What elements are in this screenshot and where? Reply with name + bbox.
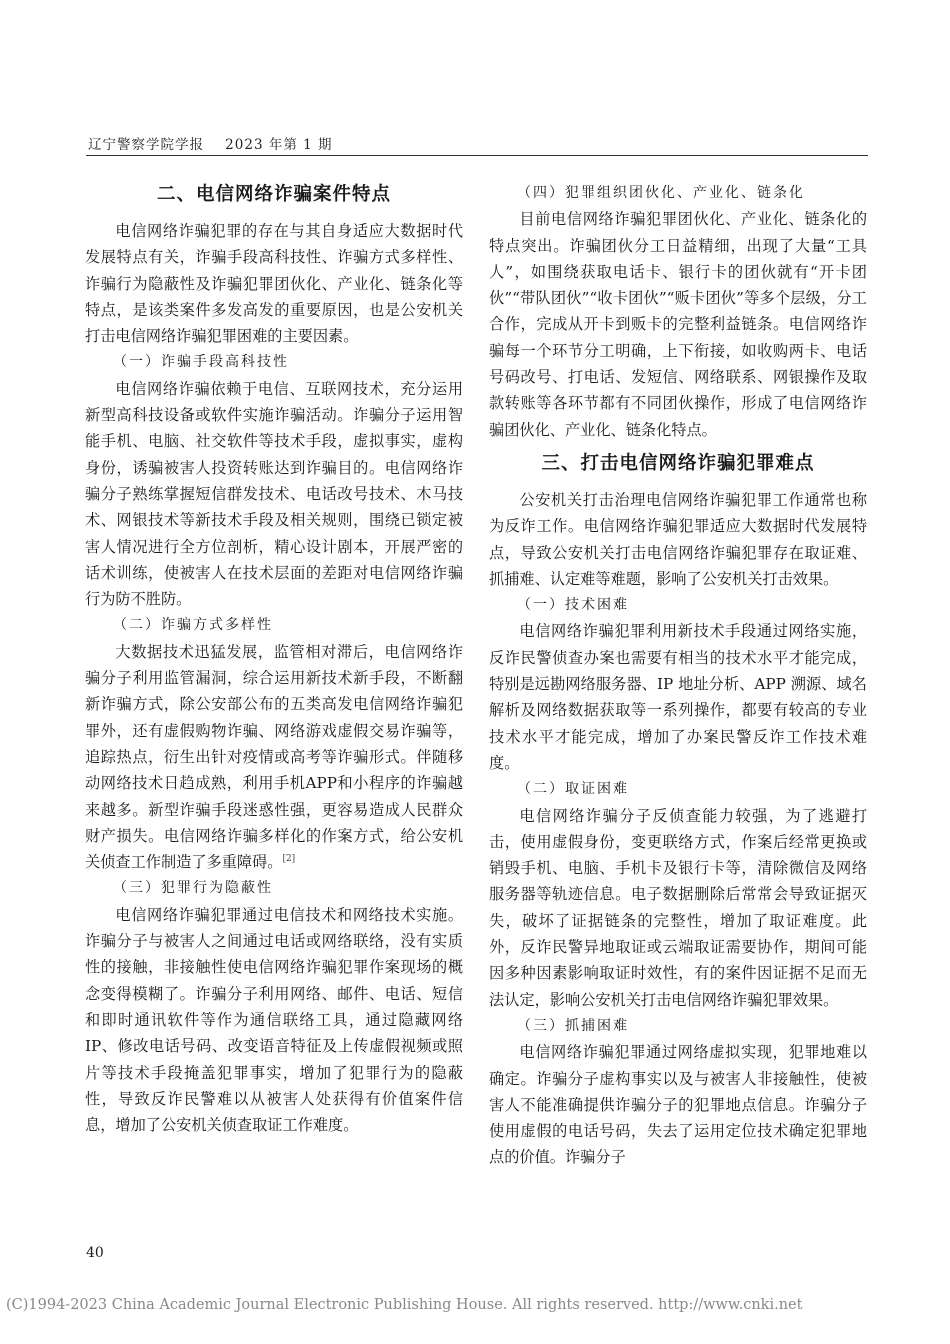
subsection-1-text: 电信网络诈骗依赖于电信、互联网技术，充分运用新型高科技设备或软件实施诈骗活动。诈骗分子运用智能手机、电脑、社交软件等技术手段，虚拟事实，虚构身份，诱骗被害人投资转账达到诈骗目的。电信网络诈骗分子熟练掌握短信群发技术、电话改号技术、木马技术、网银技术等新技术手段及相关规则，围绕已锁定被害人情况进行全方位剖析，精心设计剧本，开展严密的话术训练，使被害人在技术层面的差距对电信网络诈骗行为防不胜防。 (85, 379, 463, 609)
section-3-title: 三、打击电信网络诈骗犯罪难点 (541, 452, 815, 474)
running-head (88, 133, 333, 153)
left-column (85, 180, 463, 1138)
subsection-c-text: 电信网络诈骗犯罪通过网络虚拟实现，犯罪地难以确定。诈骗分子虚构事实以及与被害人非接触性，使被害人不能准确提供诈骗分子的犯罪地点信息。诈骗分子使用虚假的电话号码，失去了运用定位技术确定犯罪地点的价值。诈骗分子 (489, 1043, 867, 1167)
journal-name: 辽宁警察学院学报 (88, 137, 204, 153)
subsection-4-text: 目前电信网络诈骗犯罪团伙化、产业化、链条化的特点突出。诈骗团伙分工日益精细，出现了大量“工具人”，如围绕获取电话卡、银行卡的团伙就有“开卡团伙”“带队团伙”“收卡团伙”“贩卡团伙”等多个层级，分工合作，完成从开卡到贩卡的完整利益链条。电信网络诈骗每一个环节分工明确，上下衔接，如收购两卡、电话号码改号、打电话、发短信、网络联系、网银操作及取款转账等各环节都有不同团伙操作，形成了电信网络诈骗团伙化、产业化、链条化特点。 (489, 210, 867, 439)
subsection-1-title: （一）诈骗手段高科技性 (113, 354, 289, 371)
subsection-3-text: 电信网络诈骗犯罪通过电信技术和网络技术实施。诈骗分子与被害人之间通过电话或网络联络，没有实质性的接触，非接触性使电信网络诈骗犯罪作案现场的概念变得模糊了。诈骗分子利用网络、邮件、电话、短信和即时通讯软件等作为通信联络工具，通过隐藏网络IP、修改电话号码、改变语音特征及上传虚假视频或照片等技术手段掩盖犯罪事实，增加了犯罪行为的隐蔽性，导致反诈民警难以从被害人处获得有价值案件信息，增加了公安机关侦查取证工作难度。 (85, 905, 463, 1135)
subsection-c-title: （三）抓捕困难 (517, 1017, 629, 1034)
issue-label: 2023 年第 1 期 (225, 137, 333, 153)
citation-ref: [2] (282, 854, 296, 865)
subsection-2-paragraph (85, 639, 463, 876)
subsection-2-title: （二）诈骗方式多样性 (113, 617, 273, 634)
header-rule (86, 155, 868, 156)
subsection-3-title: （三）犯罪行为隐蔽性 (113, 880, 273, 897)
right-column (489, 180, 867, 1171)
section-2-title: 二、电信网络诈骗案件特点 (156, 184, 391, 205)
section-2-intro: 电信网络诈骗犯罪的存在与其自身适应大数据时代发展特点有关，诈骗手段高科技性、诈骗方式多样性、诈骗行为隐蔽性及诈骗犯罪团伙化、产业化、链条化等特点，是该类案件多发高发的重要原因，也是公安机关打击电信网络诈骗犯罪困难的主要因素。 (85, 222, 463, 346)
subsection-b-text: 电信网络诈骗分子反侦查能力较强，为了逃避打击，使用虚假身份，变更联络方式，作案后经常更换或销毁手机、电脑、手机卡及银行卡等，清除微信及网络服务器等轨迹信息。电子数据删除后常常会导致证据灭失，破坏了证据链条的完整性，增加了取证难度。此外，反诈民警异地取证或云端取证需要协作，期间可能因多种因素影响取证时效性，有的案件因证据不足而无法认定，影响公安机关打击电信网络诈骗犯罪效果。 (489, 806, 867, 1009)
copyright-notice: (C)1994-2023 China Academic Journal Electronic Publishing House. All rights reserved. http://www.cnki.net (6, 1297, 803, 1313)
section-3-intro: 公安机关打击治理电信网络诈骗犯罪工作通常也称为反诈工作。电信网络诈骗犯罪适应大数据时代发展特点，导致公安机关打击电信网络诈骗犯罪存在取证难、抓捕难、认定难等难题，影响了公安机关打击效果。 (489, 490, 867, 588)
subsection-b-title: （二）取证困难 (517, 781, 629, 798)
subsection-a-title: （一）技术困难 (517, 597, 629, 614)
subsection-a-text: 电信网络诈骗犯罪利用新技术手段通过网络实施，反诈民警侦查办案也需要有相当的技术水平才能完成，特别是远勘网络服务器、IP 地址分析、APP 溯源、域名解析及网络数据获取等一系列操作，都要有较高的专业技术水平才能完成，增加了办案民警反诈工作技术难度。 (489, 622, 867, 772)
subsection-2-text: 大数据技术迅猛发展，监管相对滞后，电信网络诈骗分子利用监管漏洞，综合运用新技术新手段，不断翻新诈骗方式，除公安部公布的五类高发电信网络诈骗犯罪外，还有虚假购物诈骗、网络游戏虚假交易诈骗等，追踪热点，衍生出针对疫情或高考等诈骗形式。伴随移动网络技术日趋成熟，利用手机APP和小程序的诈骗越来越多。新型诈骗手段迷惑性强，更容易造成人民群众财产损失。电信网络诈骗多样化的作案方式，给公安机关侦查工作制造了多重障碍。 (85, 642, 463, 872)
subsection-4-title: （四）犯罪组织团伙化、产业化、链条化 (517, 185, 805, 201)
page-number: 40 (86, 1245, 104, 1261)
